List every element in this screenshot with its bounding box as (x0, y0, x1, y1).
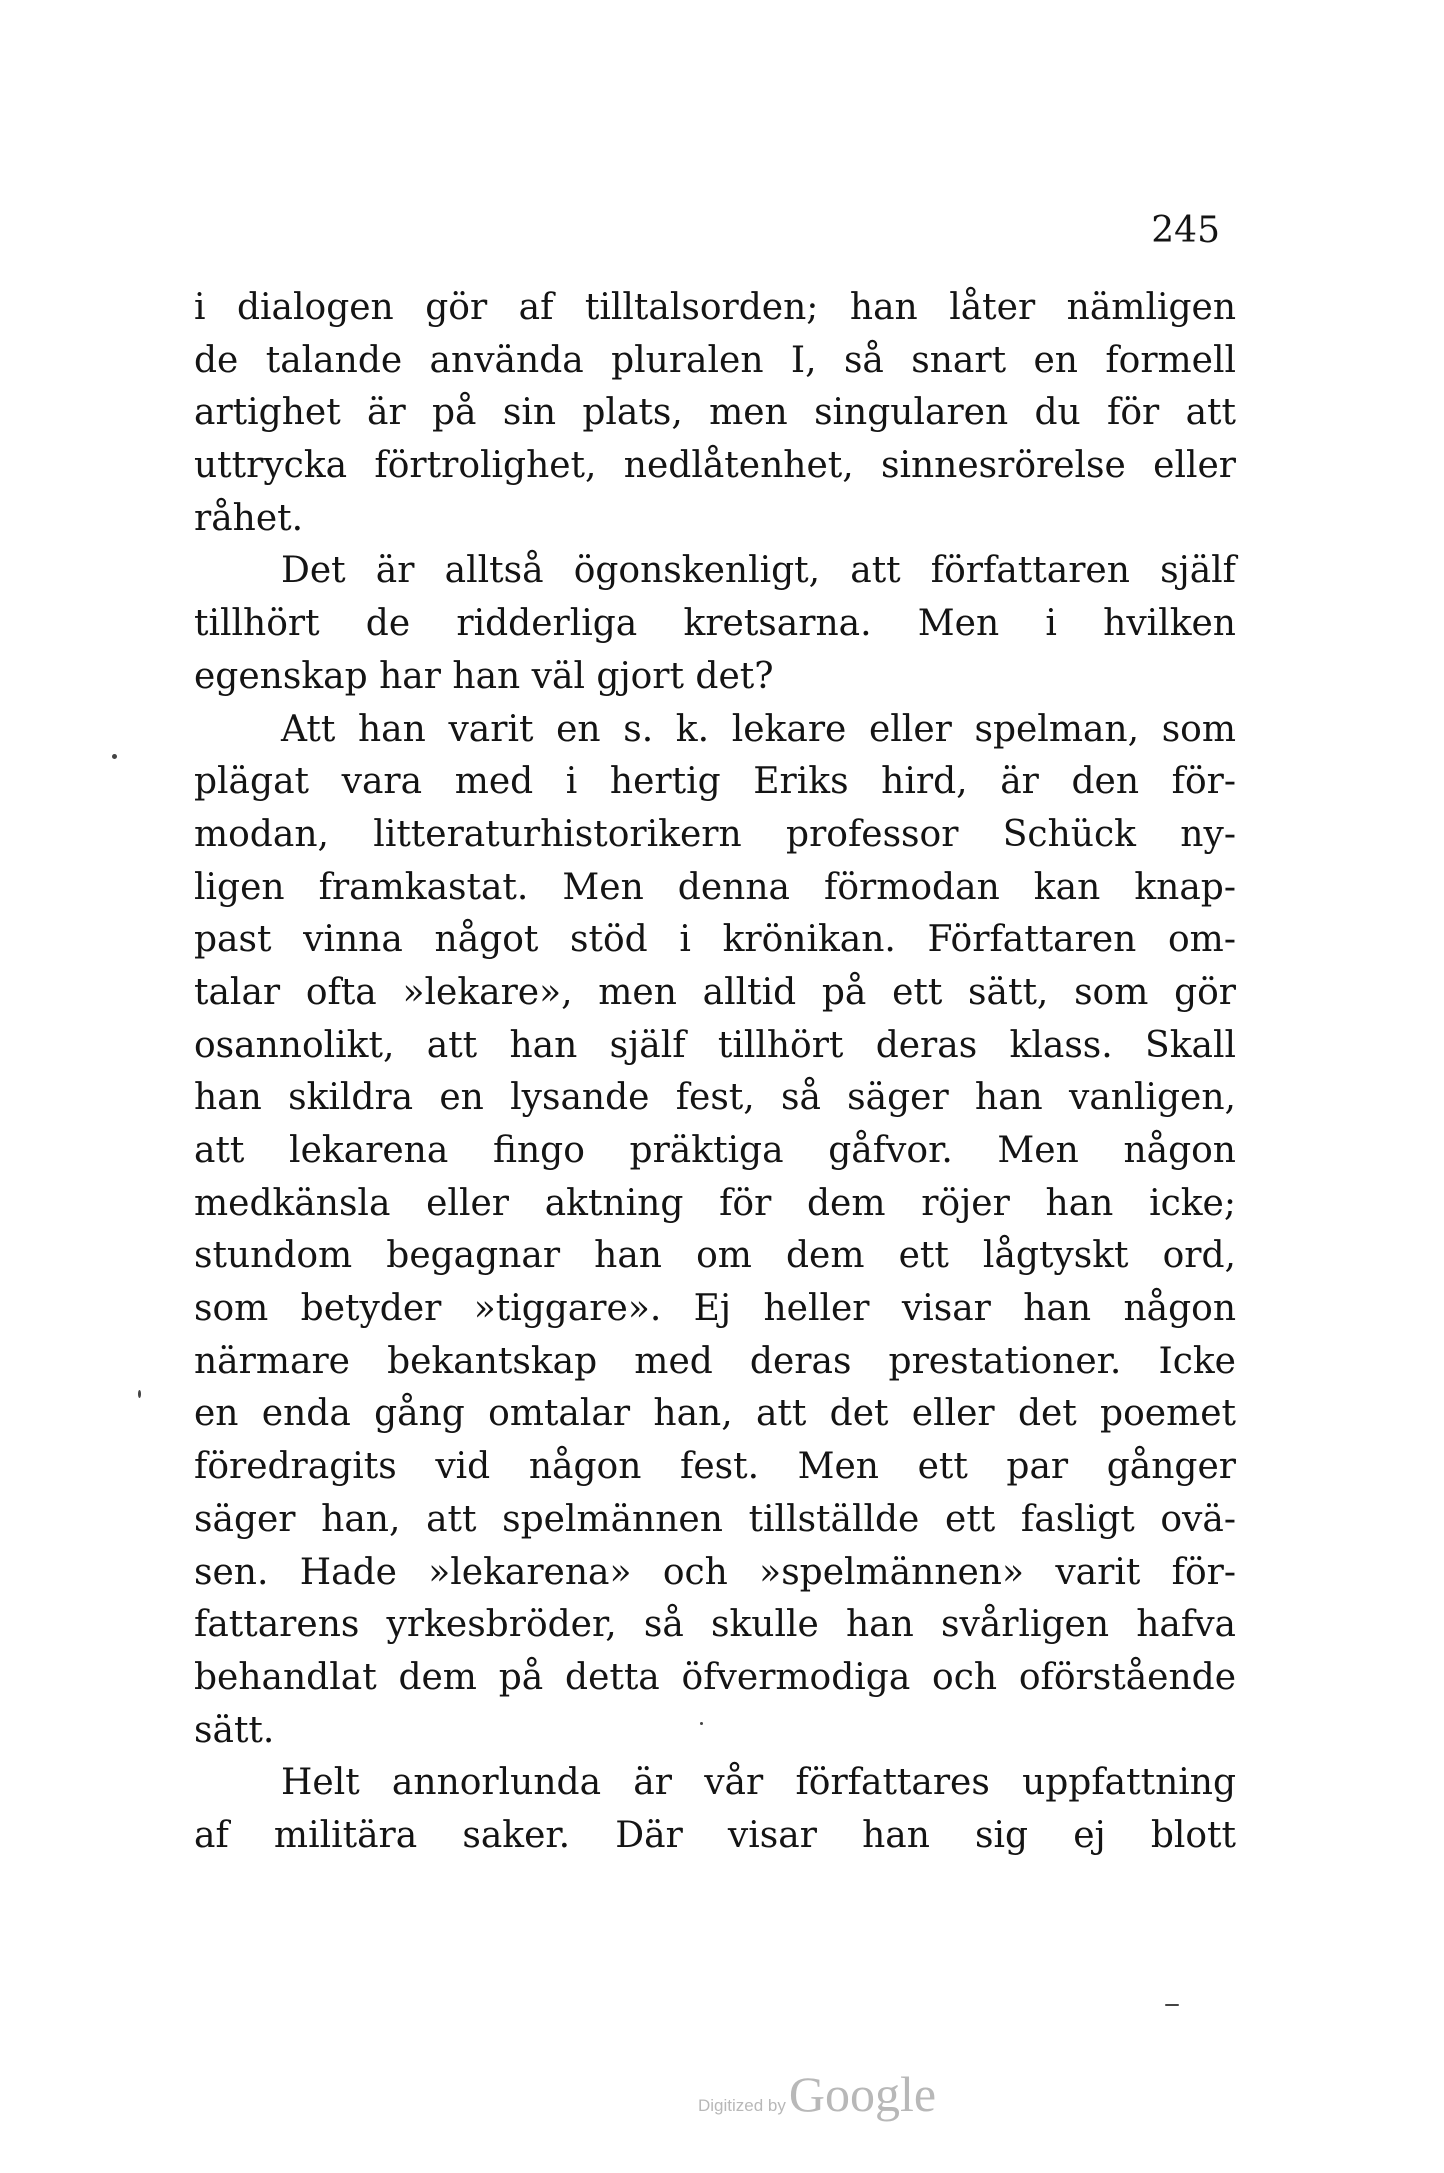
text-line: en enda gång omtalar han, att det eller det poemet (194, 1393, 1236, 1435)
text-line: sätt. (194, 1709, 275, 1751)
page-number: 245 (1151, 210, 1220, 251)
scan-speck (112, 754, 117, 759)
text-line: Det är alltså ögonskenligt, att författaren själf (281, 550, 1236, 592)
text-line: artighet är på sin plats, men singularen du för att (194, 392, 1236, 434)
scan-speck (138, 1390, 141, 1398)
text-line: Helt annorlunda är vår författares uppfattning (281, 1762, 1236, 1804)
text-line: i dialogen gör af tilltalsorden; han låter nämligen (194, 287, 1236, 328)
text-line: han skildra en lysande fest, så säger han vanligen, (194, 1077, 1236, 1119)
body-text (194, 282, 1236, 1863)
text-line: ligen framkastat. Men denna förmodan kan knap- (194, 866, 1236, 908)
text-line: plägat vara med i hertig Eriks hird, är den för- (194, 761, 1236, 803)
digitized-by-watermark (698, 2065, 998, 2125)
scan-speck (1165, 2004, 1179, 2006)
text-line: sen. Hade »lekarena» och »spelmännen» varit för- (194, 1551, 1236, 1593)
text-line: medkänsla eller aktning för dem röjer han icke; (194, 1182, 1236, 1224)
text-line: säger han, att spelmännen tillställde ett fasligt ovä- (194, 1498, 1236, 1540)
text-line: stundom begagnar han om dem ett lågtyskt ord, (194, 1235, 1236, 1277)
text-line: som betyder »tiggare». Ej heller visar han någon (194, 1288, 1236, 1330)
watermark-prefix: Digitized by (698, 2096, 786, 2115)
text-line: de talande använda pluralen I, så snart en formell (194, 339, 1236, 381)
text-line: af militära saker. Där visar han sig ej blott (194, 1814, 1236, 1856)
text-line: att lekarena fingo präktiga gåfvor. Men någon (194, 1130, 1236, 1171)
scan-speck (700, 1722, 703, 1725)
text-line: föredragits vid någon fest. Men ett par gånger (194, 1446, 1236, 1488)
text-line: Att han varit en s. k. lekare eller spelman, som (281, 708, 1236, 750)
text-line: talar ofta »lekare», men alltid på ett sätt, som gör (194, 971, 1236, 1013)
text-line: behandlat dem på detta öfvermodiga och oförstående (194, 1656, 1236, 1698)
text-line: uttrycka förtrolighet, nedlåtenhet, sinnesrörelse eller (194, 445, 1236, 487)
text-line: past vinna något stöd i krönikan. Författaren om- (194, 919, 1236, 961)
text-line: egenskap har han väl gjort det? (194, 655, 774, 697)
text-line: råhet. (194, 497, 304, 539)
text-line: närmare bekantskap med deras prestationer. Icke (194, 1340, 1236, 1382)
text-line: fattarens yrkesbröder, så skulle han svårligen hafva (194, 1604, 1236, 1646)
watermark-brand: Google (788, 2066, 937, 2122)
text-line: modan, litteraturhistorikern professor Schück ny- (194, 813, 1236, 855)
text-line: osannolikt, att han själf tillhört deras klass. Skall (194, 1024, 1236, 1066)
text-line: tillhört de ridderliga kretsarna. Men i hvilken (194, 603, 1236, 645)
